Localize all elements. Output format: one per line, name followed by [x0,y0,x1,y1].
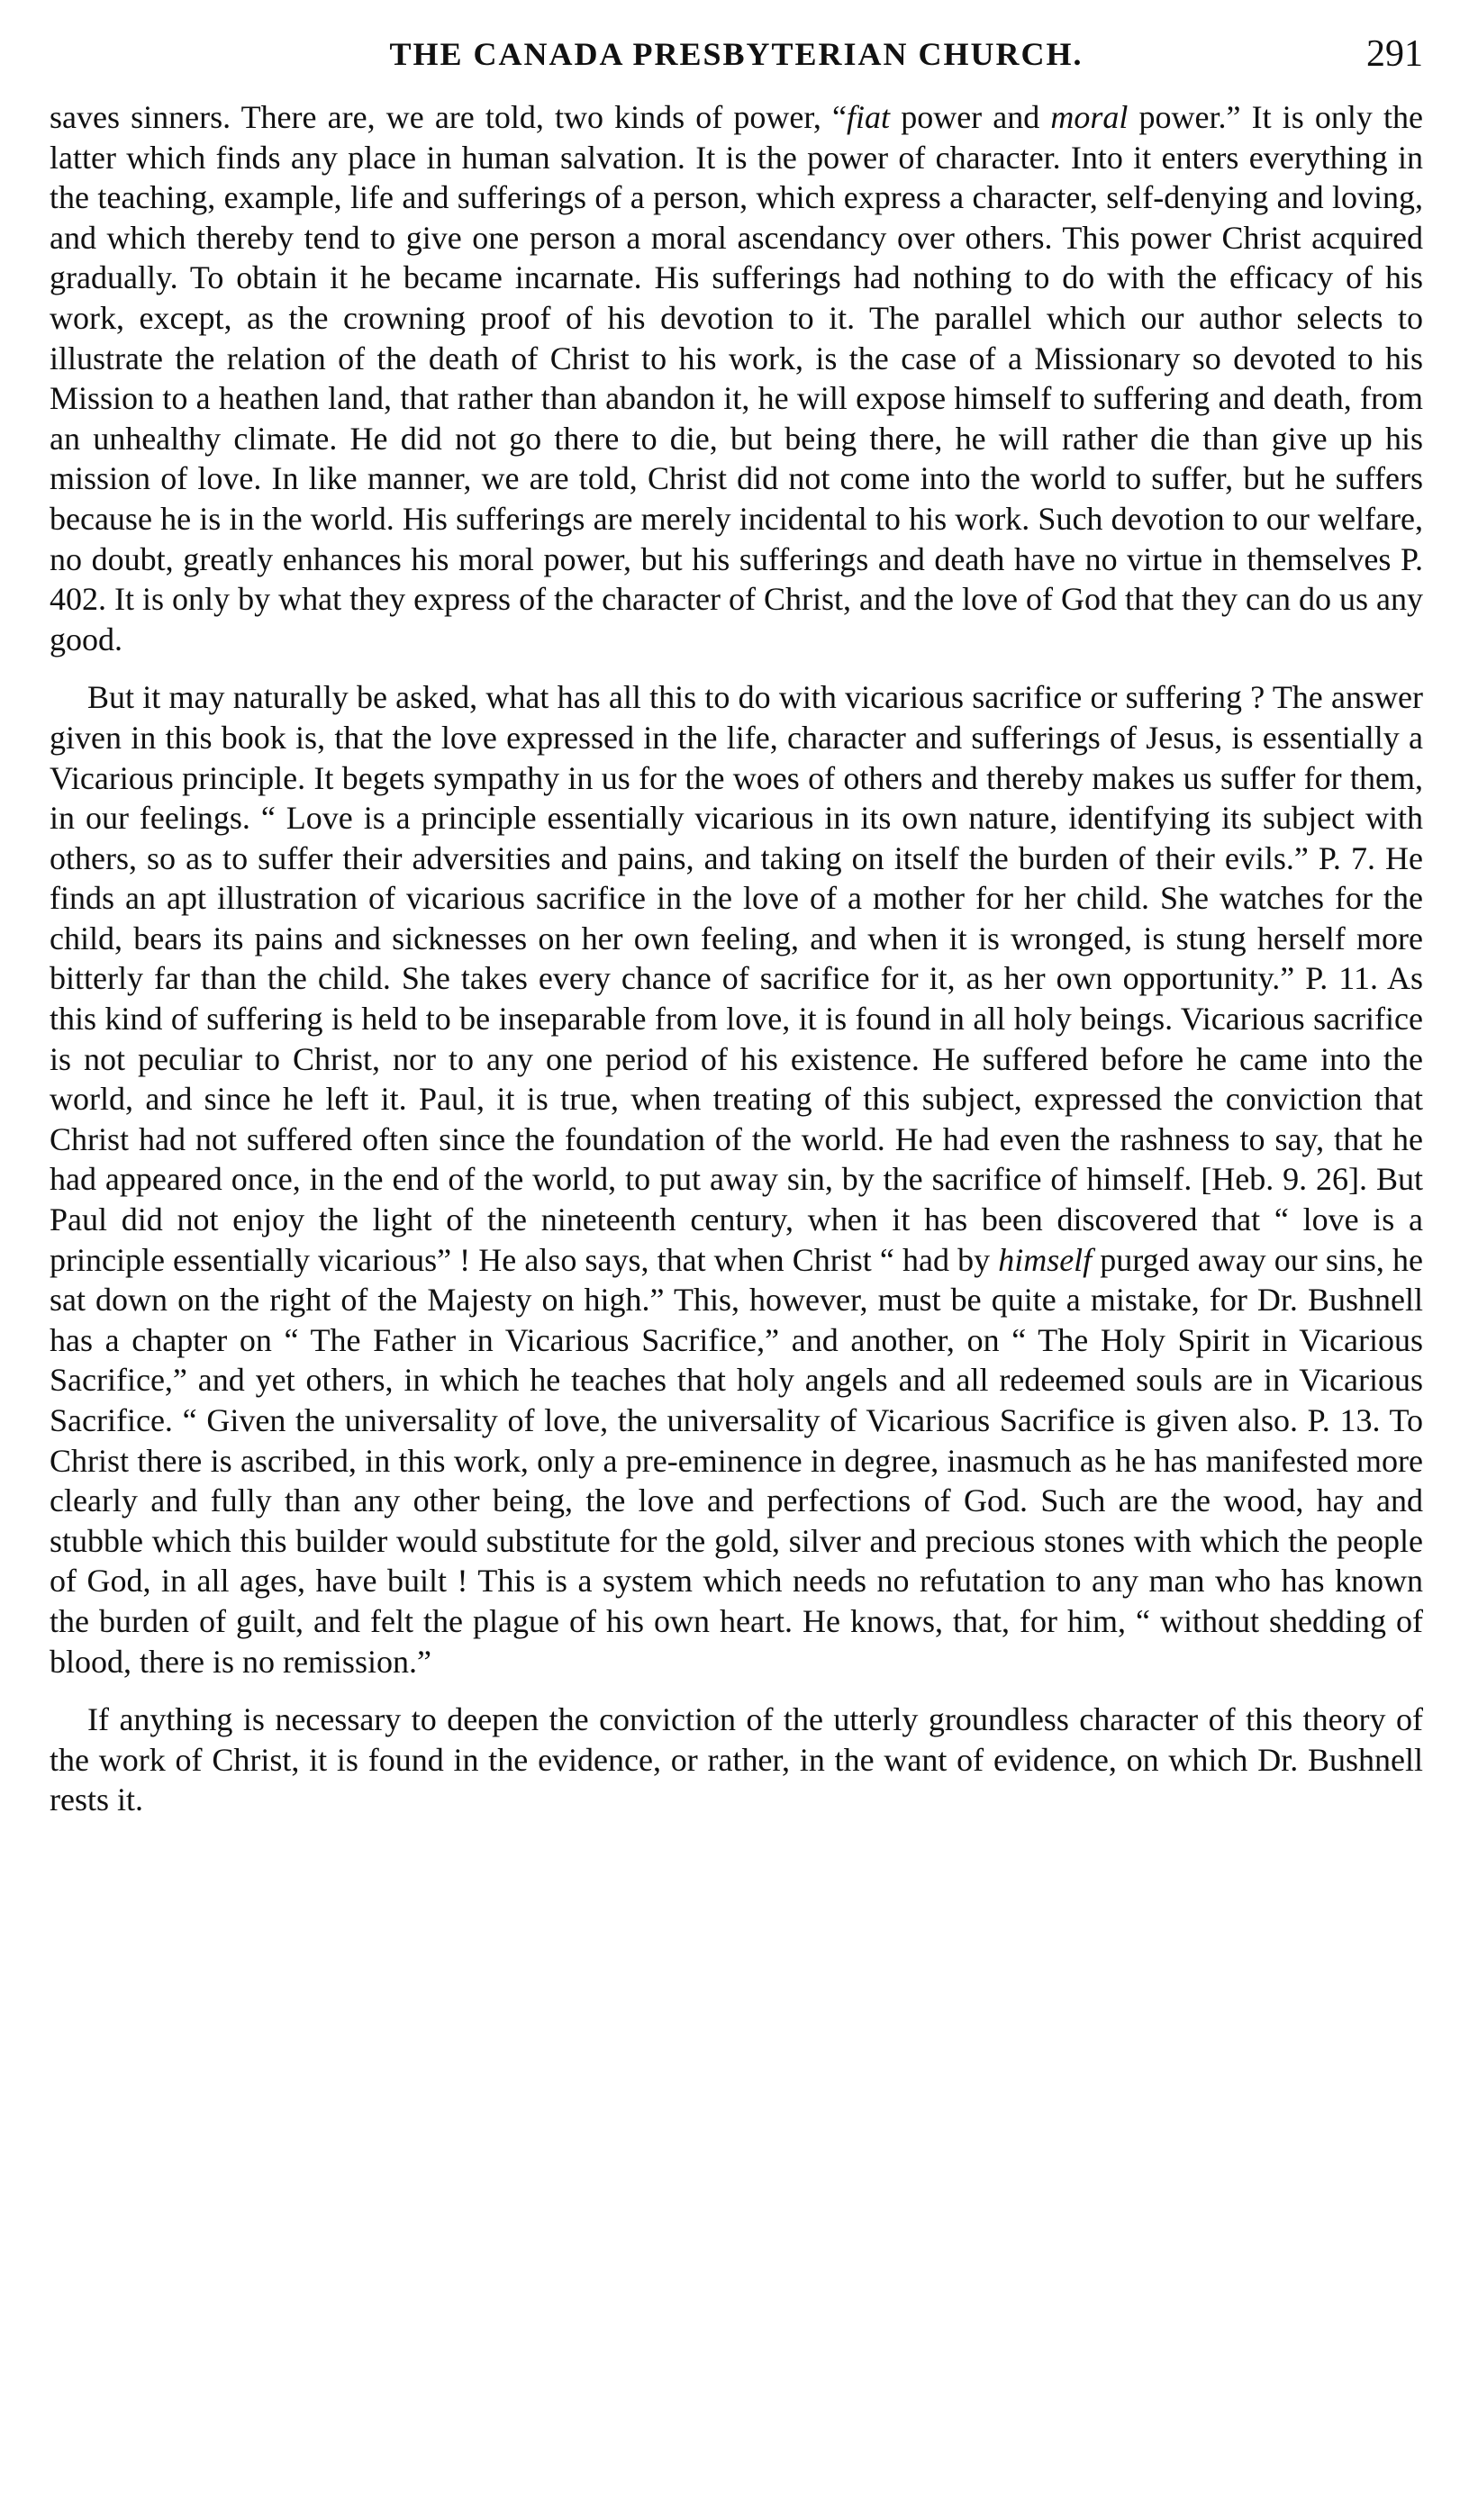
italic-run: fiat [847,99,891,135]
text-run: saves sinners. There are, we are told, two kinds of power, “ [50,99,848,135]
text-run: power and [890,99,1051,135]
page-number: 291 [1366,33,1423,75]
paragraph-1 [50,97,1423,659]
paragraph-2 [50,677,1423,1682]
running-title: THE CANADA PRESBYTERIAN CHURCH. [389,36,1084,72]
text-run: purged away our sins, he sat down on the right of the Majesty on high.” This, however, must be quite a mistake, for Dr. Bushnell has a chapter on “ The Father in Vicarious Sacrifice,” and another, on “ The Holy Spirit in Vicarious Sacrifice,” and yet others, in which he teaches that holy angels and all redeemed souls are in Vicarious Sacrifice. “ Given the universality of love, the universality of Vicarious Sacrifice is given also. P. 13. To Christ there is ascribed, in this work, only a pre-eminence in degree, inasmuch as he has manifested more clearly and fully than any other being, the love and perfections of God. Such are the wood, hay and stubble which this builder would substitute for the gold, silver and precious stones with which the people of God, in all ages, have built ! This is a system which needs no refutation to any man who has known the burden of guilt, and felt the plague of his own heart. He knows, that, for him, “ without shedding of blood, there is no remission.” [50,1241,1424,1680]
italic-run: himself [998,1241,1093,1278]
text-run: But it may naturally be asked, what has all this to do with vicarious sacrifice or suffering ? The answer given in this book is, that the love expressed in the life, character and sufferings of Jesus, is essentially a Vicarious principle. It begets sympathy in us for the woes of others and thereby makes us suffer for them, in our feelings. “ Love is a principle essentially vicarious in its own nature, identifying its subject with others, so as to suffer their adversities and pains, and taking on itself the burden of their evils.” P. 7. He finds an apt illustration of vicarious sacrifice in the love of a mother for her child. She watches for the child, bears its pains and sicknesses on her own feeling, and when it is wronged, is stung herself more bitterly far than the child. She takes every chance of sacrifice for it, as her own opportunity.” P. 11. As this kind of suffering is held to be inseparable from love, it is found in all holy beings. Vicarious sacrifice is not peculiar to Christ, nor to any one period of his existence. He suffered before he came into the world, and since he left it. Paul, it is true, when treating of this subject, expressed the conviction that Christ had not suffered often since the foundation of the world. He had even the rashness to say, that he had appeared once, in the end of the world, to put away sin, by the sacrifice of himself. [Heb. 9. 26]. But Paul did not enjoy the light of the nineteenth century, when it has been discovered that “ love is a principle essentially vicarious” ! He also says, that when Christ “ had by [50,679,1423,1278]
text-run: If anything is necessary to deepen the conviction of the utterly groundless character of this theory of the work of Christ, it is found in the evidence, or rather, in the want of evidence, on which Dr. Bushnell rests it. [50,1701,1423,1818]
italic-run: moral [1050,99,1129,135]
running-head [50,27,1423,81]
text-run: power.” It is only the latter which finds any place in human salvation. It is the power of character. Into it enters everything in the teaching, example, life and sufferings of a person, which express a character, self-denying and loving, and which thereby tend to give one person a moral ascendancy over others. This power Christ acquired gradually. To obtain it he became incarnate. His sufferings had nothing to do with the efficacy of his work, except, as the crowning proof of his devotion to it. The parallel which our author selects to illustrate the relation of the death of Christ to his work, is the case of a Missionary so devoted to his Mission to a heathen land, that rather than abandon it, he will expose himself to suffering and death, from an unhealthy climate. He did not go there to die, but being there, he will rather die than give up his mission of love. In like manner, we are told, Christ did not come into the world to suffer, but he suffers because he is in the world. His sufferings are merely incidental to his work. Such devotion to our welfare, no doubt, greatly enhances his moral power, but his sufferings and death have no virtue in themselves P. 402. It is only by what they express of the character of Christ, and the love of God that they can do us any good. [50,99,1424,657]
book-page [50,27,1423,1820]
body-text [50,97,1423,1820]
paragraph-3 [50,1700,1423,1820]
